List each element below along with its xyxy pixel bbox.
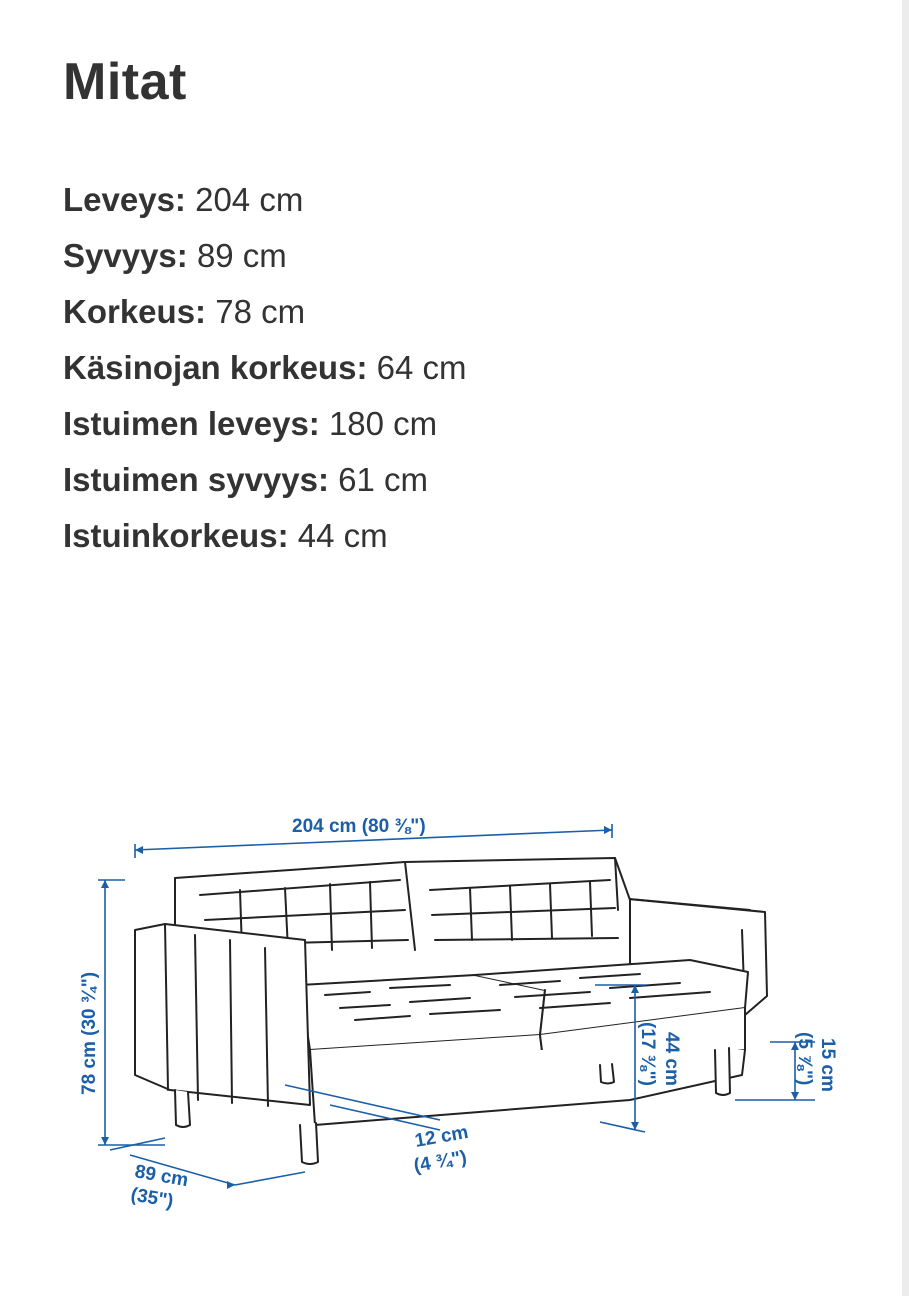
spec-label: Istuimen syvyys: (63, 461, 329, 498)
sofa-dimension-diagram (70, 800, 850, 1240)
page-title: Mitat (63, 53, 187, 111)
spec-depth (63, 228, 466, 284)
spec-label: Leveys: (63, 181, 186, 218)
leg-height-dimension-label-in: (5 ⅞") (794, 1032, 815, 1086)
spec-value: 61 cm (338, 461, 429, 498)
spec-value: 78 cm (215, 293, 306, 330)
spec-armrest-height (63, 340, 466, 396)
spec-value: 204 cm (195, 181, 304, 218)
width-dimension-label: 204 cm (80 ⅜") (292, 816, 426, 837)
sofa-drawing (70, 800, 850, 1240)
depth-dimension-label: 89 cm (133, 1161, 190, 1192)
spec-width (63, 172, 466, 228)
scrollbar-edge (902, 0, 909, 1296)
leg-offset-dimension-label: 12 cm (413, 1121, 470, 1152)
spec-label: Syvyys: (63, 237, 188, 274)
dimension-list (63, 172, 466, 564)
spec-value: 180 cm (328, 405, 438, 442)
depth-dimension-label-in: (35") (129, 1184, 175, 1213)
leg-height-dimension-label: 15 cm (817, 1038, 838, 1092)
spec-label: Istuimen leveys: (63, 405, 320, 442)
spec-seat-depth (63, 452, 466, 508)
seat-height-dimension-label: 44 cm (661, 1032, 682, 1086)
spec-value: 89 cm (196, 237, 287, 274)
spec-height (63, 284, 466, 340)
leg-offset-dimension-label-in: (4 ¾") (412, 1146, 469, 1177)
spec-label: Korkeus: (63, 293, 207, 330)
spec-value: 44 cm (297, 517, 388, 554)
sofa-outline (135, 858, 767, 1164)
spec-seat-height (63, 508, 466, 564)
spec-label: Istuinkorkeus: (63, 517, 289, 554)
spec-value: 64 cm (376, 349, 467, 386)
spec-seat-width (63, 396, 466, 452)
seat-height-dimension-label-in: (17 ⅜") (637, 1022, 658, 1086)
height-dimension-label: 78 cm (30 ¾") (79, 971, 100, 1095)
spec-label: Käsinojan korkeus: (63, 349, 368, 386)
